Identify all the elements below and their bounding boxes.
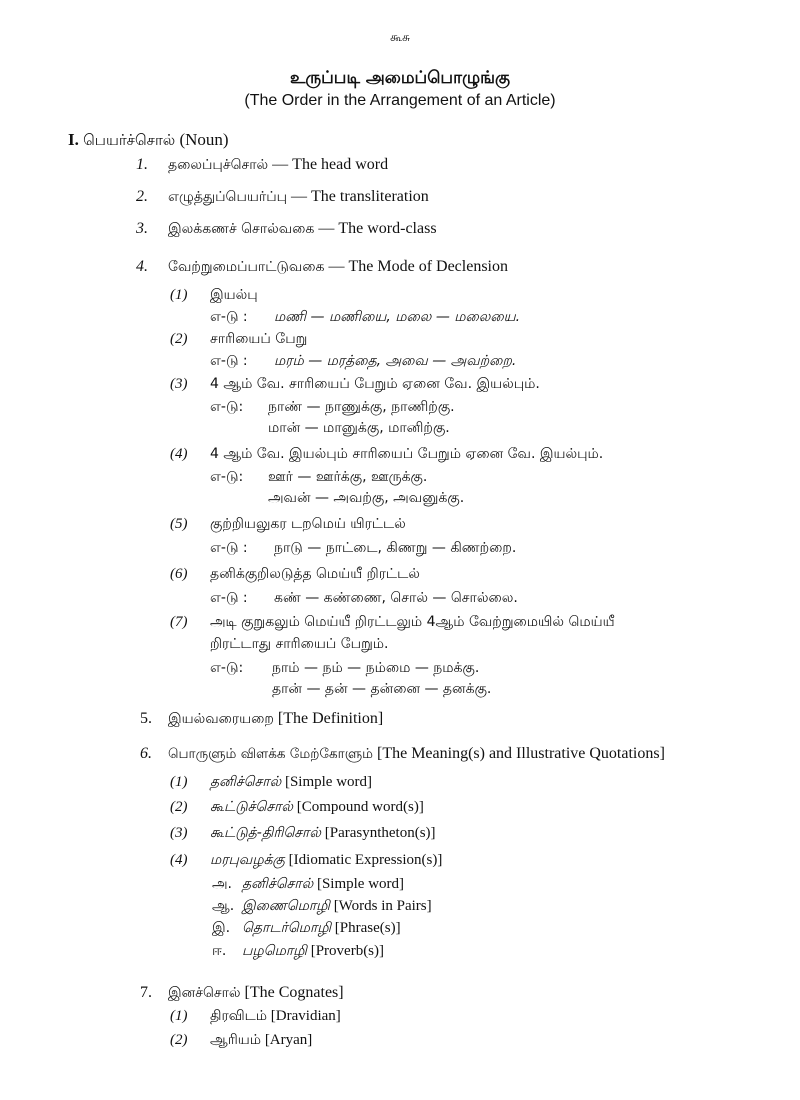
section-english: (Noun) (179, 130, 229, 149)
example-text: நாடு — நாட்டை, கிணறு — கிணற்றை. (274, 540, 517, 556)
declension-item-2 (170, 331, 307, 349)
idiom-tamil: தனிச்சொல் (242, 876, 314, 892)
idiom-english: [Words in Pairs] (333, 898, 432, 914)
item-tamil: இலக்கணச் சொல்வகை (168, 221, 315, 237)
list-number: 5. (140, 710, 152, 727)
declension-example-2: அவன் — அவற்கு, அவனுக்கு. (268, 490, 465, 506)
item-english: — The head word (272, 156, 389, 173)
sub-number: (1) (170, 774, 188, 790)
declension-item-4 (170, 446, 603, 464)
declension-item-5 (170, 516, 406, 534)
sub-number: (1) (170, 1008, 188, 1024)
example-text: மரம் — மரத்தை, அவை — அவற்றை. (274, 353, 517, 369)
example-text: நாம் — நம் — நம்மை — நமக்கு. (272, 660, 480, 676)
declension-label: குற்றியலுகர டறமெய் யிரட்டல் (210, 516, 406, 532)
list-item-7 (140, 984, 344, 1003)
idiom-item-4 (212, 943, 384, 961)
idiom-item-2 (212, 898, 432, 916)
declension-example (210, 660, 479, 678)
meaning-item-4 (170, 852, 442, 870)
list-number: 6. (140, 745, 152, 762)
list-number: 7. (140, 984, 152, 1001)
list-item-3 (136, 220, 437, 239)
list-number: 1. (136, 156, 148, 173)
meaning-english: [Simple word] (284, 774, 373, 790)
sub-number: (2) (170, 1032, 188, 1048)
cognate-item-2 (170, 1032, 312, 1050)
declension-example-2: தான் — தன் — தன்னை — தனக்கு. (272, 681, 492, 697)
declension-label: 4 ஆம் வே. சாரியைப் பேறும் ஏனை வே. இயல்பும். (210, 376, 540, 392)
list-item-6 (140, 745, 665, 764)
declension-item-1 (170, 287, 258, 305)
example-label: எ-டு: (210, 660, 244, 676)
list-item-5 (140, 710, 383, 729)
section-tamil: பெயர்ச்சொல் (83, 131, 176, 149)
example-label: எ-டு : (210, 590, 248, 606)
idiom-item-1 (212, 876, 404, 894)
idiom-english: [Proverb(s)] (310, 943, 385, 959)
title-english: (The Order in the Arrangement of an Article) (244, 92, 556, 109)
item-tamil: இயல்வரையறை (168, 711, 274, 727)
idiom-letter: அ. (212, 876, 233, 892)
section-roman: I. (68, 130, 79, 149)
declension-label: தனிக்குறிலடுத்த மெய்யீ றிரட்டல் (210, 566, 420, 582)
item-tamil: வேற்றுமைப்பாட்டுவகை (168, 259, 325, 275)
cognate-tamil: ஆரியம் (210, 1032, 262, 1048)
idiom-english: [Simple word] (316, 876, 405, 892)
item-english: — The word-class (318, 220, 437, 237)
declension-item-3 (170, 376, 540, 394)
cognate-english: [Aryan] (264, 1032, 313, 1048)
meaning-item-2 (170, 799, 424, 817)
idiom-letter: ஈ. (212, 943, 227, 959)
sub-number: (6) (170, 566, 188, 582)
item-english: — The transliteration (291, 188, 429, 205)
item-english: [The Cognates] (244, 984, 344, 1001)
sub-number: (2) (170, 331, 188, 347)
example-label: எ-டு : (210, 540, 248, 556)
sub-number: (5) (170, 516, 188, 532)
item-english: [The Meaning(s) and Illustrative Quotations] (376, 745, 665, 762)
meaning-english: [Parasyntheton(s)] (324, 825, 436, 841)
declension-example (210, 399, 455, 417)
cognate-english: [Dravidian] (270, 1008, 341, 1024)
item-tamil: பொருளும் விளக்க மேற்கோளும் (168, 746, 373, 762)
sub-number: (7) (170, 614, 188, 630)
idiom-tamil: பழமொழி (242, 943, 307, 959)
list-item-4 (136, 258, 508, 277)
list-number: 4. (136, 258, 148, 275)
declension-example (210, 309, 520, 327)
meaning-tamil: தனிச்சொல் (210, 774, 282, 790)
list-number: 2. (136, 188, 148, 205)
sub-number: (4) (170, 446, 188, 462)
idiom-tamil: இணைமொழி (242, 898, 330, 914)
item-tamil: இனச்சொல் (168, 985, 241, 1001)
section-heading (68, 130, 229, 151)
declension-label-cont: றிரட்டாது சாரியைப் பேறும். (210, 636, 389, 652)
list-item-2 (136, 188, 429, 207)
sub-number: (1) (170, 287, 188, 303)
example-text: ஊர் — ஊர்க்கு, ஊருக்கு. (268, 469, 428, 485)
declension-label: இயல்பு (210, 287, 258, 303)
item-tamil: எழுத்துப்பெயர்ப்பு (168, 189, 288, 205)
example-label: எ-டு : (210, 309, 248, 325)
meaning-tamil: மரபுவழக்கு (210, 852, 285, 868)
page-number: கூசு (390, 30, 410, 44)
sub-number: (3) (170, 376, 188, 392)
sub-number: (2) (170, 799, 188, 815)
example-label: எ-டு : (210, 353, 248, 369)
idiom-letter: இ. (212, 920, 231, 936)
idiom-item-3 (212, 920, 401, 938)
declension-example (210, 353, 516, 371)
example-text: கண் — கண்ணை, சொல் — சொல்லை. (274, 590, 518, 606)
declension-example (210, 540, 516, 558)
item-english: [The Definition] (277, 710, 384, 727)
idiom-tamil: தொடர்மொழி (242, 920, 332, 936)
meaning-tamil: கூட்டுச்சொல் (210, 799, 294, 815)
declension-label: அடி குறுகலும் மெய்யீ றிரட்டலும் 4ஆம் வேற்றுமையில் மெய்யீ (210, 614, 615, 630)
idiom-letter: ஆ. (212, 898, 235, 914)
declension-example-2: மான் — மானுக்கு, மானிற்கு. (268, 420, 450, 436)
title-tamil: உருப்படி அமைப்பொழுங்கு (289, 68, 511, 88)
meaning-item-3 (170, 825, 436, 843)
declension-item-6 (170, 566, 420, 584)
declension-example (210, 469, 427, 487)
item-tamil: தலைப்புச்சொல் (168, 157, 269, 173)
example-label: எ-டு: (210, 399, 244, 415)
idiom-english: [Phrase(s)] (334, 920, 401, 936)
cognate-tamil: திரவிடம் (210, 1008, 268, 1024)
sub-number: (4) (170, 852, 188, 868)
declension-example (210, 590, 518, 608)
declension-label: சாரியைப் பேறு (210, 331, 308, 347)
example-text: மணி — மணியை, மலை — மலையை. (274, 309, 521, 325)
example-label: எ-டு: (210, 469, 244, 485)
cognate-item-1 (170, 1008, 341, 1026)
meaning-tamil: கூட்டுத்-திரிசொல் (210, 825, 321, 841)
item-english: — The Mode of Declension (328, 258, 508, 275)
list-number: 3. (136, 220, 148, 237)
sub-number: (3) (170, 825, 188, 841)
meaning-english: [Idiomatic Expression(s)] (288, 852, 443, 868)
declension-label: 4 ஆம் வே. இயல்பும் சாரியைப் பேறும் ஏனை வே. இயல்பும். (210, 446, 604, 462)
example-text: நாண் — நாணுக்கு, நாணிற்கு. (268, 399, 455, 415)
meaning-english: [Compound word(s)] (296, 799, 424, 815)
declension-item-7 (170, 614, 615, 632)
meaning-item-1 (170, 774, 372, 792)
list-item-1 (136, 156, 388, 175)
